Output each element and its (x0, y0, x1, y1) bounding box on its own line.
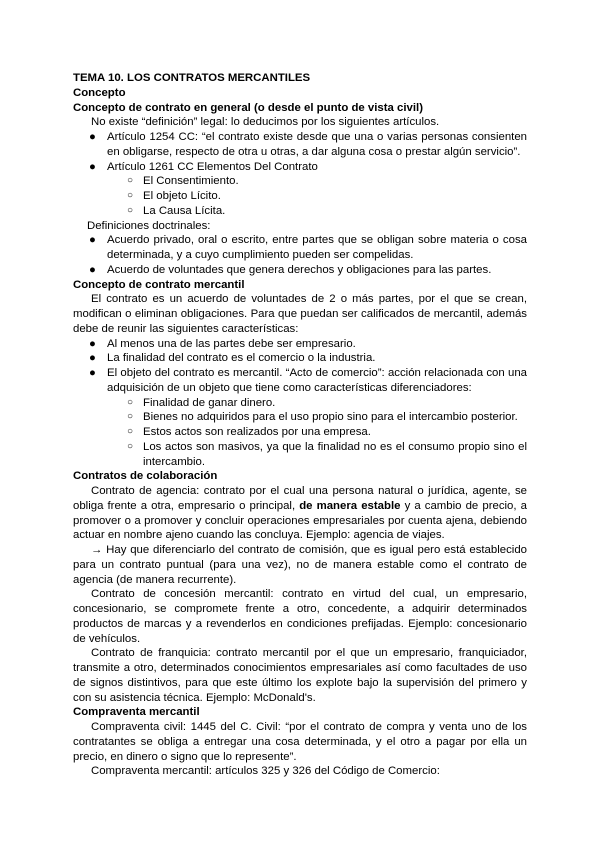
paragraph-franquicia: Contrato de franquicia: contrato mercantil por el que un empresario, franquiciador, transmite a otro, determinados conocimientos empresariales así como facultades de uso de signos distintivos, para que este último los explote bajo la supervisión del primero y con su asistencia técnica. Ejemplo: McDonald's. (73, 647, 527, 704)
paragraph-concesion: Contrato de concesión mercantil: contrato en virtud del cual, un empresario, concesionario, se compromete frente a otro, concedente, a adquirir determinados productos de marcas y a revenderlos en condiciones prefijadas. Ejemplo: concesionario de vehículos. (73, 588, 527, 645)
section-heading-colaboracion: Contratos de colaboración (73, 470, 218, 483)
definiciones-label: Definiciones doctrinales: (87, 219, 211, 232)
list-item: ○ La Causa Lícita. (127, 204, 226, 217)
list-item: ○ El Consentimiento. (127, 175, 239, 188)
bullet-icon: ● (89, 234, 96, 247)
paragraph-intro: No existe “definición” legal: lo deducimos por los siguientes artículos. (91, 116, 440, 129)
list-item: ○ Bienes no adquiridos para el uso propio sino para el intercambio posterior. (127, 411, 518, 424)
bullet-icon: ● (89, 367, 96, 379)
bullet-list-caracteristicas (73, 337, 527, 396)
subheading-contrato-general: Concepto de contrato en general (o desde el punto de vista civil) (73, 101, 424, 114)
document-title: TEMA 10. LOS CONTRATOS MERCANTILES (73, 72, 311, 84)
paragraph-nota-comision: → Hay que diferenciarlo del contrato de comisión, que es igual pero está establecido para un contrato puntual (para una vez), no de manera estable como el contrato de agencia (de manera recurrente). (73, 544, 527, 586)
paragraph-compraventa-civil: Compraventa civil: 1445 del C. Civil: “por el contrato de compra y venta uno de los contratantes se obliga a entregar una cosa determinada, y el otro a pagar por ella un precio, en dinero o signo que lo represente”. (73, 721, 527, 763)
list-item: ○ Finalidad de ganar dinero. (127, 396, 276, 409)
list-item: ● El objeto del contrato es mercantil. “Acto de comercio”: acción relacionada con una adquisición de un objeto que tiene como características diferenciadores: (89, 367, 527, 394)
section-heading-mercantil: Concepto de contrato mercantil (73, 278, 245, 291)
list-item: ● Al menos una de las partes debe ser empresario. (89, 337, 356, 350)
bullet-icon: ● (89, 160, 96, 173)
circle-bullet-icon: ○ (127, 411, 134, 423)
bullet-icon: ● (89, 131, 96, 143)
bullet-list-articulos (73, 130, 527, 174)
paragraph-compraventa-mercantil: Compraventa mercantil: artículos 325 y 326 del Código de Comercio: (91, 765, 440, 778)
sub-list-acto-comercio (73, 396, 527, 470)
list-item: ○ El objeto Lícito. (127, 190, 221, 202)
section-heading-compraventa: Compraventa mercantil (73, 706, 200, 719)
bullet-icon: ● (89, 337, 96, 350)
list-item: ● Acuerdo privado, oral o escrito, entre partes que se obligan sobre materia o cosa determinada, y a cuyo cumplimiento pueden ser compelidas. (89, 234, 527, 261)
sub-list-elementos (73, 174, 527, 218)
bullet-icon: ● (89, 263, 96, 276)
bullet-list-definiciones (73, 233, 527, 277)
bullet-icon: ● (89, 352, 96, 365)
circle-bullet-icon: ○ (127, 204, 134, 216)
list-item: ● Acuerdo de voluntades que genera derechos y obligaciones para las partes. (89, 263, 492, 276)
circle-bullet-icon: ○ (127, 396, 134, 408)
circle-bullet-icon: ○ (127, 175, 134, 187)
list-item: ● La finalidad del contrato es el comercio o la industria. (89, 352, 376, 365)
paragraph-mercantil: El contrato es un acuerdo de voluntades de 2 o más partes, por el que se crean, modifican o eliminan obligaciones. Para que puedan ser calificados de mercantil, además debe de reunir las siguientes características: (73, 293, 527, 335)
list-item: ○ Los actos son masivos, ya que la finalidad no es el consumo propio sino el intercambio. (127, 440, 527, 468)
list-item: ● Artículo 1254 CC: “el contrato existe desde que una o varias personas consienten en obligarse, respecto de otra u otras, a dar alguna cosa o prestar algún servicio”. (89, 131, 527, 158)
section-heading-concepto: Concepto (73, 86, 126, 99)
circle-bullet-icon: ○ (127, 426, 134, 437)
list-item: ● Artículo 1261 CC Elementos Del Contrato (89, 160, 318, 173)
circle-bullet-icon: ○ (127, 440, 134, 452)
paragraph-agencia: Contrato de agencia: contrato por el cual una persona natural o jurídica, agente, se obliga frente a otra, empresario o principal, de manera estable y a cambio de precio, a promover o a promover y concluir operaciones empresariales por cuenta ajena, debiendo actuar en nombre ajeno cuando las concluya. Ejemplo: agencia de viajes. (73, 485, 527, 542)
emphasis-manera-estable: de manera estable (299, 499, 401, 512)
list-item: ○ Estos actos son realizados por una empresa. (127, 426, 371, 438)
circle-bullet-icon: ○ (127, 190, 134, 201)
